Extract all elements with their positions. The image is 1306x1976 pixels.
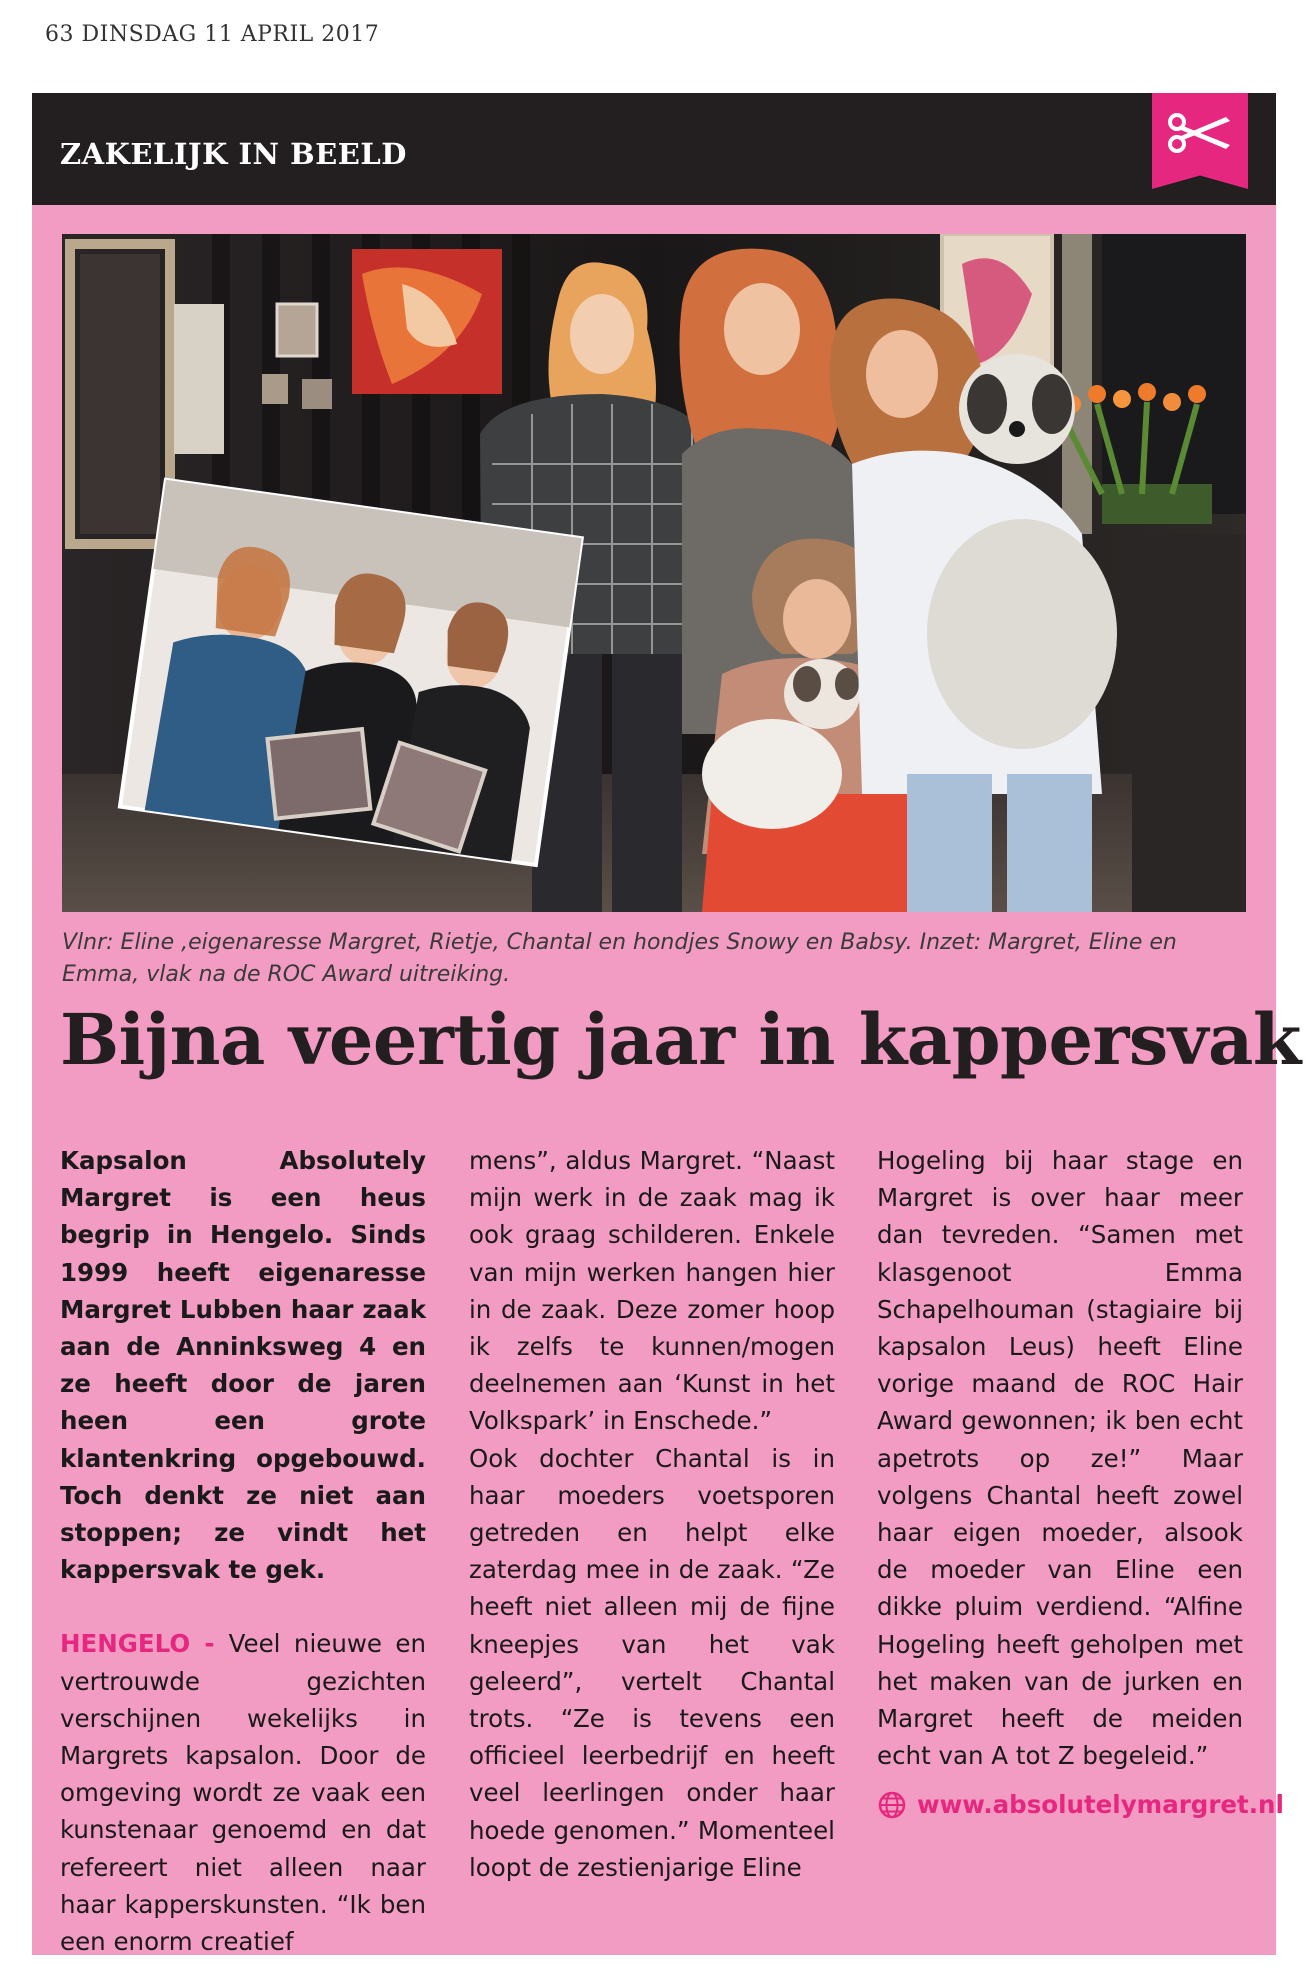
website-link[interactable]: www.absolutelymargret.nl xyxy=(917,1790,1284,1820)
scissors-icon xyxy=(1166,111,1234,155)
salon-group-photo xyxy=(62,234,1246,912)
section-title: ZAKELIJK IN BEELD xyxy=(60,137,407,171)
section-bar xyxy=(32,93,1276,205)
article-photo xyxy=(62,234,1246,912)
article-column-3 xyxy=(877,1142,1284,1824)
photo-caption: Vlnr: Eline ,eigenaresse Margret, Rietje, Chantal en hondjes Snowy en Babsy. Inzet: Margret, Eline en Emma, vlak na de ROC Award uitreiking. xyxy=(62,930,1177,987)
article-paragraph-3-cont: Hogeling bij haar stage en Margret is over haar meer dan tevreden. “Samen met klasgenoot Emma Schapelhouman (stagiaire bij kapsalon Leus) heeft Eline vorige maand de ROC Hair Award gewonnen; ik ben echt apetrots op ze!” Maar volgens Chantal heeft zowel haar eigen moeder, alsook de moeder van Eline een dikke pluim verdiend. “Alfine Hogeling heeft geholpen met het maken van de jurken en Margret heeft de meiden echt van A tot Z begeleid.” xyxy=(877,1146,1243,1771)
article-headline xyxy=(60,998,1301,1081)
headline-bold: kappersvak xyxy=(858,998,1301,1081)
headline-regular: Bijna veertig jaar in xyxy=(60,998,859,1081)
article-paragraph-2: mens”, aldus Margret. “Naast mijn werk in de zaak mag ik ook graag schilderen. Enkele van mijn werken hangen hier in de zaak. Deze zomer hoop ik zelfs te kunnen/mogen deelnemen aan ‘Kunst in het Volkspark’ in Enschede.” xyxy=(469,1146,835,1436)
section-ribbon xyxy=(1152,93,1248,189)
article-column-2 xyxy=(469,1142,835,1886)
globe-icon xyxy=(877,1790,907,1820)
article-paragraph-1 xyxy=(60,1625,426,1960)
article-column-1 xyxy=(60,1142,426,1960)
page-header: 63 DINSDAG 11 APRIL 2017 xyxy=(45,22,380,47)
article-paragraph-3: Ook dochter Chantal is in haar moeders voetsporen getreden en helpt elke zaterdag mee in de zaak. “Ze heeft niet alleen mij de fijne kneepjes van het vak geleerd”, vertelt Chantal trots. “Ze is tevens een officieel leerbedrijf en heeft veel leerlingen onder haar hoede genomen.” Momenteel loopt de zestienjarige Eline xyxy=(469,1443,835,1882)
article-intro: Kapsalon Absolutely Margret is een heus begrip in Hengelo. Sinds 1999 heeft eigenaresse Margret Lubben haar zaak aan de Anninksweg 4 en ze heeft door de jaren heen een grote klantenkring opgebouwd. Toch denkt ze niet aan stoppen; ze vindt het kappersvak te gek. xyxy=(60,1146,426,1585)
dateline: HENGELO - xyxy=(60,1629,229,1659)
article-panel xyxy=(32,205,1301,1957)
paragraph-1-text: Veel nieuwe en vertrouwde gezichten verschijnen wekelijks in Margrets kapsalon. Door de omgeving wordt ze vaak een kunstenaar genoemd en dat refereert niet alleen naar haar kapperskunsten. “Ik ben een enorm creatief xyxy=(60,1629,426,1957)
website-line[interactable] xyxy=(877,1786,1284,1823)
